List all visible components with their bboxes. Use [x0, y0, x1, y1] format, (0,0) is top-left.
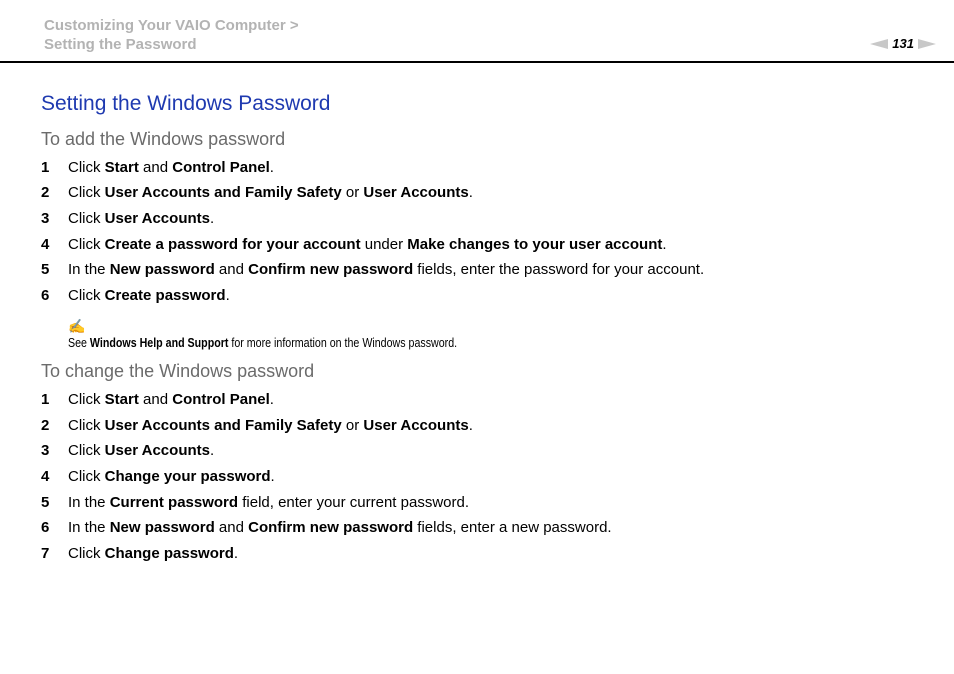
add-step-3: 3 Click User Accounts.: [41, 210, 215, 227]
add-step-4: 4 Click Create a password for your account under Make changes to your user account.: [41, 236, 667, 253]
previous-page-icon[interactable]: [870, 39, 888, 49]
change-step-6: 6 In the New password and Confirm new password fields, enter a new password.: [41, 519, 612, 536]
breadcrumb-line1: Customizing Your VAIO Computer >: [44, 17, 299, 34]
page-number: 131: [892, 36, 914, 51]
change-step-2: 2 Click User Accounts and Family Safety or User Accounts.: [41, 417, 473, 434]
pencil-note-icon: ✍: [68, 318, 86, 334]
add-step-6: 6 Click Create password.: [41, 287, 230, 304]
change-step-1: 1 Click Start and Control Panel.: [41, 391, 274, 408]
note-text: See Windows Help and Support for more information on the Windows password.: [68, 335, 458, 350]
section-heading-change: To change the Windows password: [41, 361, 315, 381]
page-navigator: [870, 36, 936, 51]
note: [68, 318, 458, 350]
add-step-2: 2 Click User Accounts and Family Safety or User Accounts.: [41, 184, 473, 201]
change-step-3: 3 Click User Accounts.: [41, 442, 215, 459]
page-title: Setting the Windows Password: [41, 92, 331, 115]
change-step-7: 7 Click Change password.: [41, 545, 239, 562]
breadcrumb: [44, 16, 299, 54]
add-step-1: 1 Click Start and Control Panel.: [41, 159, 274, 176]
add-step-5: 5 In the New password and Confirm new password fields, enter the password for your account.: [41, 261, 705, 278]
breadcrumb-line2: Setting the Password: [44, 36, 197, 53]
change-step-5: 5 In the Current password field, enter your current password.: [41, 494, 470, 511]
next-page-icon[interactable]: [918, 39, 936, 49]
change-step-4: 4 Click Change your password.: [41, 468, 275, 485]
header-divider: [0, 61, 954, 63]
section-heading-add: To add the Windows password: [41, 129, 286, 149]
